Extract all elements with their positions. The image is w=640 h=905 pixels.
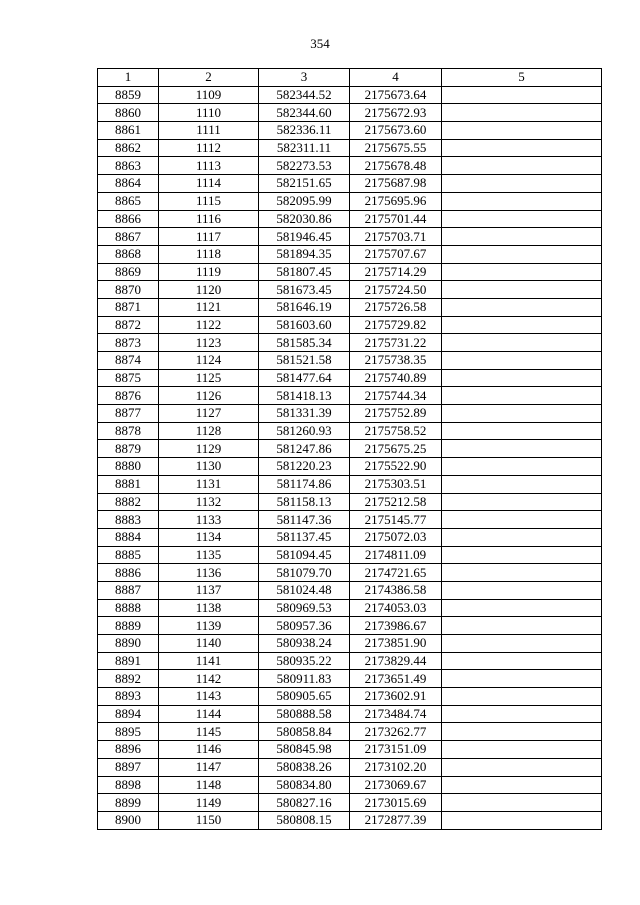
table-cell: 8869 [98, 263, 159, 281]
table-cell: 1117 [159, 228, 259, 246]
table-row [98, 688, 602, 706]
table-cell: 1129 [159, 440, 259, 458]
table-cell: 8896 [98, 741, 159, 759]
table-cell: 8865 [98, 192, 159, 210]
table-row [98, 617, 602, 635]
table-row [98, 493, 602, 511]
table-cell: 2173651.49 [350, 670, 442, 688]
table-cell: 1140 [159, 635, 259, 653]
table-row [98, 175, 602, 193]
table-cell: 581807.45 [259, 263, 350, 281]
table-cell [442, 758, 602, 776]
table-cell: 581158.13 [259, 493, 350, 511]
table-cell: 581585.34 [259, 334, 350, 352]
table-cell: 8899 [98, 794, 159, 812]
table-cell: 581174.86 [259, 475, 350, 493]
table-cell: 1150 [159, 811, 259, 829]
table-cell: 1148 [159, 776, 259, 794]
table-cell: 1116 [159, 210, 259, 228]
table-cell: 581094.45 [259, 546, 350, 564]
table-cell: 1136 [159, 564, 259, 582]
table-cell [442, 122, 602, 140]
table-row [98, 387, 602, 405]
table-cell: 581673.45 [259, 281, 350, 299]
table-row [98, 157, 602, 175]
table-cell: 1142 [159, 670, 259, 688]
table-cell: 580888.58 [259, 705, 350, 723]
table-cell: 2175707.67 [350, 245, 442, 263]
table-cell: 2173015.69 [350, 794, 442, 812]
table-cell: 2175726.58 [350, 298, 442, 316]
table-cell: 1144 [159, 705, 259, 723]
table-cell [442, 493, 602, 511]
table-cell: 2175752.89 [350, 405, 442, 423]
table-cell: 1135 [159, 546, 259, 564]
table-cell: 2175703.71 [350, 228, 442, 246]
table-cell: 582030.86 [259, 210, 350, 228]
table-cell: 580827.16 [259, 794, 350, 812]
table-cell [442, 352, 602, 370]
table-row [98, 458, 602, 476]
table-cell [442, 475, 602, 493]
table-cell: 582344.60 [259, 104, 350, 122]
table-cell [442, 705, 602, 723]
table-row [98, 334, 602, 352]
table-cell [442, 192, 602, 210]
table-cell: 1124 [159, 352, 259, 370]
table-cell: 8870 [98, 281, 159, 299]
table-cell: 581894.35 [259, 245, 350, 263]
table-cell [442, 741, 602, 759]
table-cell: 8860 [98, 104, 159, 122]
table-cell: 581477.64 [259, 369, 350, 387]
table-header-row [98, 69, 602, 87]
table-cell [442, 139, 602, 157]
table-cell: 2175522.90 [350, 458, 442, 476]
table-cell: 1130 [159, 458, 259, 476]
table-cell: 1146 [159, 741, 259, 759]
table-cell: 580858.84 [259, 723, 350, 741]
table-cell: 1145 [159, 723, 259, 741]
table-cell: 8880 [98, 458, 159, 476]
table-cell [442, 157, 602, 175]
table-cell: 8881 [98, 475, 159, 493]
table-cell: 2174721.65 [350, 564, 442, 582]
table-cell [442, 316, 602, 334]
table-row [98, 281, 602, 299]
table-cell: 582273.53 [259, 157, 350, 175]
table-cell: 8879 [98, 440, 159, 458]
table-cell [442, 387, 602, 405]
table-cell: 580911.83 [259, 670, 350, 688]
table-cell: 8885 [98, 546, 159, 564]
table-row [98, 599, 602, 617]
table-cell [442, 688, 602, 706]
table-cell [442, 723, 602, 741]
table-cell: 582344.52 [259, 86, 350, 104]
table-row [98, 369, 602, 387]
table-row [98, 440, 602, 458]
table-cell: 580834.80 [259, 776, 350, 794]
table-row [98, 776, 602, 794]
table-row [98, 794, 602, 812]
table-cell: 2175687.98 [350, 175, 442, 193]
table-cell: 1132 [159, 493, 259, 511]
table-cell: 8886 [98, 564, 159, 582]
table-cell: 1131 [159, 475, 259, 493]
table-row [98, 741, 602, 759]
table-cell: 1122 [159, 316, 259, 334]
table-cell: 1127 [159, 405, 259, 423]
table-cell: 581646.19 [259, 298, 350, 316]
table-cell: 2175714.29 [350, 263, 442, 281]
column-header: 1 [98, 69, 159, 87]
table-cell: 8878 [98, 422, 159, 440]
table-cell: 2175212.58 [350, 493, 442, 511]
table-cell: 1149 [159, 794, 259, 812]
table-cell: 2175678.48 [350, 157, 442, 175]
table-row [98, 316, 602, 334]
table-cell: 8882 [98, 493, 159, 511]
table-cell: 8862 [98, 139, 159, 157]
table-cell: 2173069.67 [350, 776, 442, 794]
table-cell: 2175675.25 [350, 440, 442, 458]
table-cell: 8859 [98, 86, 159, 104]
table-cell: 8888 [98, 599, 159, 617]
table-cell: 1110 [159, 104, 259, 122]
table-cell: 8867 [98, 228, 159, 246]
table-row [98, 263, 602, 281]
table-cell: 1114 [159, 175, 259, 193]
table-cell: 1139 [159, 617, 259, 635]
table-cell: 2174386.58 [350, 581, 442, 599]
table-cell: 1109 [159, 86, 259, 104]
table-cell: 2173829.44 [350, 652, 442, 670]
table-cell [442, 422, 602, 440]
table-cell: 2175673.60 [350, 122, 442, 140]
table-cell: 1137 [159, 581, 259, 599]
table-cell: 1121 [159, 298, 259, 316]
table-row [98, 139, 602, 157]
table-cell: 581024.48 [259, 581, 350, 599]
table-cell: 2175724.50 [350, 281, 442, 299]
table-cell: 582336.11 [259, 122, 350, 140]
table-cell: 8897 [98, 758, 159, 776]
table-cell: 8864 [98, 175, 159, 193]
table-cell: 8868 [98, 245, 159, 263]
table-cell [442, 245, 602, 263]
table-cell [442, 776, 602, 794]
table-cell: 581220.23 [259, 458, 350, 476]
table-cell: 582311.11 [259, 139, 350, 157]
table-cell: 581079.70 [259, 564, 350, 582]
table-row [98, 422, 602, 440]
table-cell: 581418.13 [259, 387, 350, 405]
table-cell: 2173851.90 [350, 635, 442, 653]
table-cell [442, 546, 602, 564]
table-cell [442, 617, 602, 635]
table-cell: 8871 [98, 298, 159, 316]
table-cell [442, 86, 602, 104]
table-row [98, 298, 602, 316]
table-cell: 8894 [98, 705, 159, 723]
table-cell [442, 511, 602, 529]
table-cell [442, 635, 602, 653]
column-header: 2 [159, 69, 259, 87]
table-cell: 8883 [98, 511, 159, 529]
table-cell [442, 458, 602, 476]
table-cell: 1119 [159, 263, 259, 281]
table-row [98, 528, 602, 546]
table-row [98, 811, 602, 829]
table-cell: 582095.99 [259, 192, 350, 210]
table-cell: 580938.24 [259, 635, 350, 653]
column-header: 4 [350, 69, 442, 87]
table-cell: 1133 [159, 511, 259, 529]
table-cell [442, 564, 602, 582]
table-cell [442, 405, 602, 423]
table-cell: 2172877.39 [350, 811, 442, 829]
table-row [98, 705, 602, 723]
table-cell [442, 652, 602, 670]
table-cell: 580935.22 [259, 652, 350, 670]
table-cell: 2174053.03 [350, 599, 442, 617]
table-row [98, 652, 602, 670]
table-cell: 582151.65 [259, 175, 350, 193]
table-cell: 8892 [98, 670, 159, 688]
table-cell: 1111 [159, 122, 259, 140]
table-cell: 1125 [159, 369, 259, 387]
table-cell: 2175072.03 [350, 528, 442, 546]
table-cell: 2175744.34 [350, 387, 442, 405]
table-row [98, 511, 602, 529]
table-cell: 8889 [98, 617, 159, 635]
table-cell [442, 811, 602, 829]
table-cell [442, 210, 602, 228]
table-cell: 2175675.55 [350, 139, 442, 157]
table-row [98, 192, 602, 210]
table-cell: 580845.98 [259, 741, 350, 759]
table-cell [442, 599, 602, 617]
table-cell: 2175738.35 [350, 352, 442, 370]
table-cell: 2173151.09 [350, 741, 442, 759]
table-cell [442, 581, 602, 599]
table-cell: 580905.65 [259, 688, 350, 706]
table-body [98, 86, 602, 829]
table-cell: 1112 [159, 139, 259, 157]
table-cell: 2173484.74 [350, 705, 442, 723]
table-cell: 581247.86 [259, 440, 350, 458]
table-row [98, 405, 602, 423]
table-cell: 8863 [98, 157, 159, 175]
table-cell: 2175673.64 [350, 86, 442, 104]
table-row [98, 86, 602, 104]
table-cell: 8872 [98, 316, 159, 334]
table-cell: 2175731.22 [350, 334, 442, 352]
table-row [98, 581, 602, 599]
table-cell: 8877 [98, 405, 159, 423]
table-cell: 2173986.67 [350, 617, 442, 635]
table-cell: 8874 [98, 352, 159, 370]
table-row [98, 245, 602, 263]
table-cell [442, 794, 602, 812]
table-cell: 8866 [98, 210, 159, 228]
table-row [98, 228, 602, 246]
table-cell: 8861 [98, 122, 159, 140]
table-cell: 2175758.52 [350, 422, 442, 440]
table-cell: 1141 [159, 652, 259, 670]
table-row [98, 104, 602, 122]
table-cell: 581603.60 [259, 316, 350, 334]
table-cell: 1138 [159, 599, 259, 617]
table-cell [442, 298, 602, 316]
table-cell [442, 334, 602, 352]
table-cell: 1120 [159, 281, 259, 299]
table-cell [442, 228, 602, 246]
table-cell: 8875 [98, 369, 159, 387]
table-cell: 1128 [159, 422, 259, 440]
table-cell: 1143 [159, 688, 259, 706]
table-row [98, 758, 602, 776]
table-cell: 2175303.51 [350, 475, 442, 493]
table-row [98, 723, 602, 741]
table-cell: 2175701.44 [350, 210, 442, 228]
table-cell: 1113 [159, 157, 259, 175]
table-cell: 580808.15 [259, 811, 350, 829]
table-cell: 1123 [159, 334, 259, 352]
table-cell: 8893 [98, 688, 159, 706]
table-cell: 8890 [98, 635, 159, 653]
coordinates-table [97, 68, 602, 830]
table-row [98, 352, 602, 370]
table-cell: 2174811.09 [350, 546, 442, 564]
table-row [98, 546, 602, 564]
table-cell: 1134 [159, 528, 259, 546]
table-cell: 8884 [98, 528, 159, 546]
table-cell [442, 369, 602, 387]
table-row [98, 210, 602, 228]
table-cell: 1115 [159, 192, 259, 210]
table-row [98, 564, 602, 582]
table-cell [442, 263, 602, 281]
table-cell: 8887 [98, 581, 159, 599]
table-cell: 581331.39 [259, 405, 350, 423]
page-number: 354 [310, 36, 330, 51]
table-row [98, 635, 602, 653]
table-cell: 2175145.77 [350, 511, 442, 529]
table-cell: 580838.26 [259, 758, 350, 776]
table-row [98, 122, 602, 140]
table-cell: 2175672.93 [350, 104, 442, 122]
table-cell: 1118 [159, 245, 259, 263]
table-cell: 2173262.77 [350, 723, 442, 741]
column-header: 3 [259, 69, 350, 87]
table-cell: 2175740.89 [350, 369, 442, 387]
table-cell: 2175729.82 [350, 316, 442, 334]
table-row [98, 670, 602, 688]
table-cell: 2173602.91 [350, 688, 442, 706]
table-cell: 8900 [98, 811, 159, 829]
table-cell: 581260.93 [259, 422, 350, 440]
table-cell: 581946.45 [259, 228, 350, 246]
table-cell: 8876 [98, 387, 159, 405]
table-cell: 581137.45 [259, 528, 350, 546]
table-cell [442, 281, 602, 299]
table-cell: 2173102.20 [350, 758, 442, 776]
table-cell: 8891 [98, 652, 159, 670]
table-cell: 8873 [98, 334, 159, 352]
table-cell: 8898 [98, 776, 159, 794]
table-cell [442, 528, 602, 546]
table-cell: 1126 [159, 387, 259, 405]
table-cell: 2175695.96 [350, 192, 442, 210]
table-cell [442, 104, 602, 122]
table-cell: 8895 [98, 723, 159, 741]
table-cell [442, 670, 602, 688]
table-cell [442, 175, 602, 193]
table-cell: 581521.58 [259, 352, 350, 370]
table-cell: 1147 [159, 758, 259, 776]
table-cell [442, 440, 602, 458]
column-header: 5 [442, 69, 602, 87]
table-cell: 580969.53 [259, 599, 350, 617]
table-cell: 581147.36 [259, 511, 350, 529]
table-cell: 580957.36 [259, 617, 350, 635]
table-row [98, 475, 602, 493]
